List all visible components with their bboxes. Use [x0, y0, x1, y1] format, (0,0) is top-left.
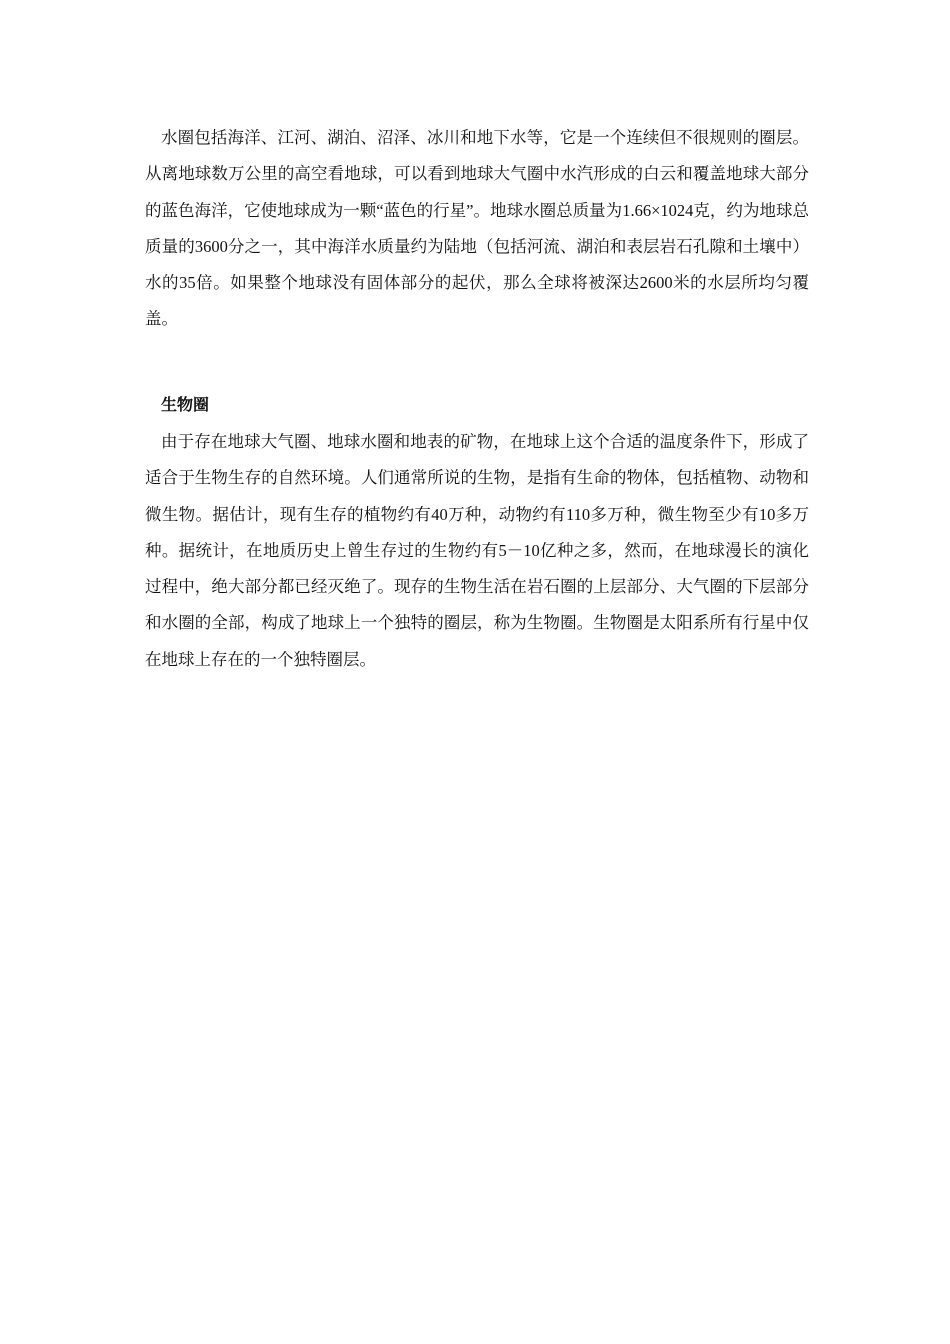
- biosphere-paragraph: 由于存在地球大气圈、地球水圈和地表的矿物，在地球上这个合适的温度条件下，形成了适合于生物生存的自然环境。人们通常所说的生物，是指有生命的物体，包括植物、动物和微生物。据估计，现有生存的植物约有40万种，动物约有110多万种，微生物至少有10多万种。据统计，在地质历史上曾生存过的生物约有5－10亿种之多，然而，在地球漫长的演化过程中，绝大部分都已经灭绝了。现存的生物生活在岩石圈的上层部分、大气圈的下层部分和水圈的全部，构成了地球上一个独特的圈层，称为生物圈。生物圈是太阳系所有行星中仅在地球上存在的一个独特圈层。: [145, 432, 809, 669]
- biosphere-heading: 生物圈: [161, 395, 210, 414]
- hydrosphere-section: [145, 120, 809, 338]
- biosphere-section: [145, 424, 809, 678]
- hydrosphere-paragraph: 水圈包括海洋、江河、湖泊、沼泽、冰川和地下水等，它是一个连续但不很规则的圈层。从离地球数万公里的高空看地球，可以看到地球大气圈中水汽形成的白云和覆盖地球大部分的蓝色海洋，它使地球成为一颗“蓝色的行星”。地球水圈总质量为1.66×1024克，约为地球总质量的3600分之一，其中海洋水质量约为陆地（包括河流、湖泊和表层岩石孔隙和土壤中）水的35倍。如果整个地球没有固体部分的起伏，那么全球将被深达2600米的水层所均匀覆盖。: [145, 128, 809, 329]
